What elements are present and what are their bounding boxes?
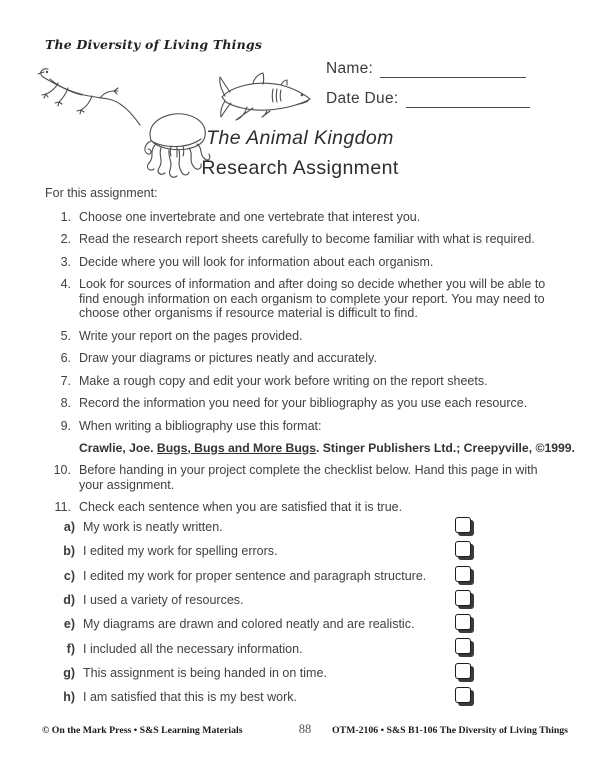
checklist-row [45,564,525,588]
bibliography-author: Crawlie, Joe. [79,440,157,455]
intro-text: For this assignment: [45,186,158,200]
checklist-letter: b) [63,544,75,559]
bibliography-publisher: . Stinger Publishers Ltd.; Creepyville, ©1999. [316,440,575,455]
instruction-item [45,463,562,492]
instruction-item [45,351,562,366]
instruction-text: Check each sentence when you are satisfied that it is true. [79,500,403,514]
name-label: Name: [326,60,374,77]
instruction-text: Look for sources of information and after doing so decide whether you will be able to find enough information on each organism to complete your report. You may need to choose other organisms if resource material is difficult to find. [79,277,546,320]
checklist-letter: c) [63,568,75,583]
name-field[interactable] [380,60,526,78]
instruction-number: 8. [60,396,71,410]
checklist-text: I included all the necessary information. [83,641,303,656]
checklist-letter: a) [63,520,75,535]
instructions-list [45,209,575,515]
instruction-item [45,396,562,411]
page-title-line2: Research Assignment [201,157,399,179]
checkbox-b[interactable] [455,541,471,557]
page-title-line1: The Animal Kingdom [206,127,394,149]
checklist-row [45,515,525,539]
checklist-text: I am satisfied that this is my best work. [83,690,297,705]
instruction-item [45,232,562,247]
page-number: 88 [298,722,312,736]
bibliography-example [79,440,575,456]
checkbox-e[interactable] [455,614,471,630]
instruction-number: 11. [54,500,71,514]
page-footer [42,722,568,737]
instruction-text: Before handing in your project complete the checklist below. Hand this page in with your assignment. [79,463,538,492]
checklist-row [45,661,525,685]
instruction-item [45,418,575,456]
assignment-instructions [45,186,575,523]
instruction-number: 5. [60,328,71,343]
checkbox-c[interactable] [455,566,471,582]
checklist-row [45,612,525,636]
checklist-letter: d) [63,593,75,608]
checklist-text: My diagrams are drawn and colored neatly and are realistic. [83,617,415,632]
checkbox-f[interactable] [455,638,471,654]
instruction-item [45,255,562,270]
instruction-text: Decide where you will look for information about each organism. [79,254,434,269]
page-title [0,127,600,180]
instruction-item [45,210,562,225]
instruction-text-line: When writing a bibliography use this format: [79,418,322,433]
instruction-number: 9. [60,418,71,433]
name-date-block [326,60,566,120]
instruction-item [45,329,562,344]
instruction-text: Draw your diagrams or pictures neatly and accurately. [79,351,377,365]
instruction-item [45,374,562,389]
shark-icon [217,70,315,122]
self-check-list [45,515,525,709]
checklist-letter: g) [63,665,75,680]
instruction-item [45,500,562,515]
instruction-text: Make a rough copy and edit your work before writing on the report sheets. [79,373,488,388]
instruction-number: 4. [60,277,71,291]
instruction-number: 3. [60,254,71,269]
checklist-letter: h) [63,690,75,705]
checkbox-d[interactable] [455,590,471,606]
bibliography-title: Bugs, Bugs and More Bugs [156,440,317,455]
date-due-label: Date Due: [326,90,399,107]
checkbox-h[interactable] [455,687,471,703]
lizard-icon [36,63,148,129]
instruction-number: 10. [53,463,71,477]
checklist-text: My work is neatly written. [83,520,223,535]
checklist-letter: e) [63,617,75,632]
instruction-number: 6. [60,351,71,365]
instruction-number: 1. [60,209,71,224]
checklist-row [45,636,525,660]
checkbox-a[interactable] [455,517,471,533]
checklist-row [45,588,525,612]
checklist-text: I edited my work for spelling errors. [83,544,278,559]
instruction-text: Read the research report sheets carefully to become familiar with what is required. [79,232,535,246]
instruction-text: Write your report on the pages provided. [79,328,303,343]
checklist-text: I edited my work for proper sentence and paragraph structure. [83,568,427,583]
checklist-text: I used a variety of resources. [83,593,244,608]
instruction-text: Record the information you need for your bibliography as you use each resource. [79,396,528,410]
series-title: The Diversity of Living Things [45,37,263,52]
date-due-field[interactable] [406,90,530,108]
checklist-row [45,685,525,709]
instruction-text [79,418,575,456]
checklist-letter: f) [66,641,75,656]
instruction-number: 7. [60,373,71,388]
checklist-text: This assignment is being handed in on time. [83,665,327,680]
footer-catalog: OTM-2106 • S&S B1-106 The Diversity of Living Things [331,725,568,736]
instruction-text: Choose one invertebrate and one vertebrate that interest you. [79,209,421,224]
instruction-item [45,277,562,321]
footer-publisher: © On the Mark Press • S&S Learning Materials [42,725,243,736]
checklist-row [45,539,525,563]
instruction-number: 2. [60,232,71,246]
checkbox-g[interactable] [455,663,471,679]
